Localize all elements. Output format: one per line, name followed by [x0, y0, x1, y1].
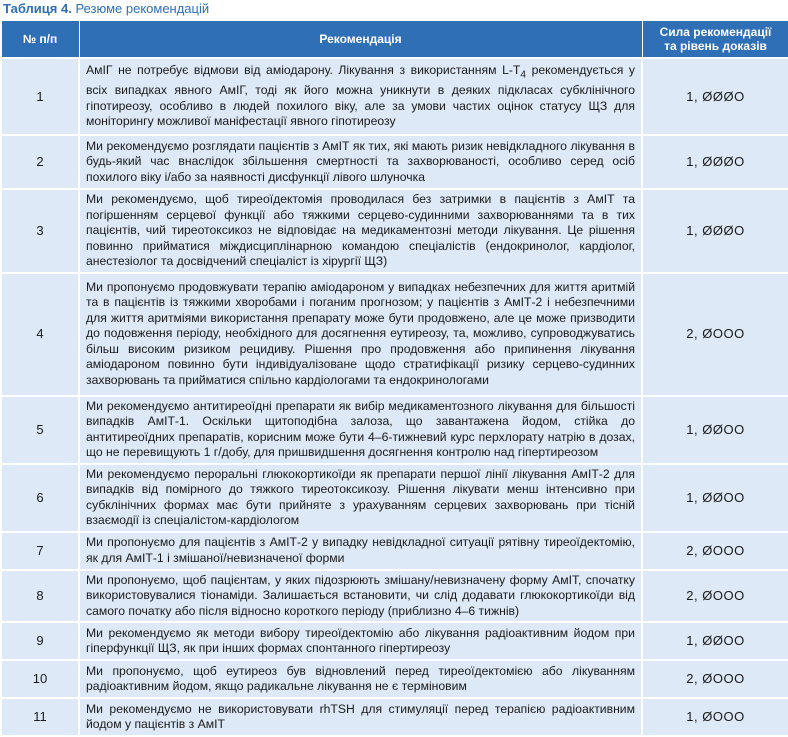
row-number: 2 [1, 135, 79, 189]
table-row [1, 660, 788, 698]
row-number: 6 [1, 464, 79, 532]
row-number: 3 [1, 189, 79, 273]
evidence-level: 1, ØØØO [642, 189, 788, 273]
recommendation-text-main: Ми пропонуємо для пацієнтів з АмІТ-2 у випадку невідкладної ситуації рятівну тиреоїдектомію, як для АмІТ-1 і змішаної/невизначеної форми [86, 535, 635, 565]
evidence-level: 2, ØOOO [642, 532, 788, 570]
recommendation-text-main: Ми рекомендуємо розглядати пацієнтів з АмІТ як тих, які мають ризик невідкладного лікування в будь-який час внаслідок збільшення смертності та захворюваності, особливо серед осіб похилого віку і/або за наявності дисфункції лівого шлуночка [86, 138, 635, 184]
evidence-level: 1, ØØØO [642, 135, 788, 189]
evidence-level: 2, ØOOO [642, 660, 788, 698]
recommendation-text-main: Ми рекомендуємо не використовувати rhTSH для стимуляції перед терапією радіоактивним йодом у пацієнтів з АмІТ [86, 701, 635, 731]
table-row [1, 273, 788, 396]
recommendation-text [79, 622, 642, 660]
recommendation-text-main: Ми рекомендуємо, щоб тиреоїдектомія проводилася без затримки в пацієнтів з АмІТ та погіршенням серцевої функції або тяжкими серцево-судинними захворюваннями та в тих пацієнтів, чий тиреотоксикоз не відповідає на медикаментозні методи лікування. Це рішення повинно прийматися міждисциплінарною командою спеціалістів (ендокринолог, кардіолог, анестезіолог та досвідчений спеціаліст із хірургії ЩЗ) [86, 192, 635, 268]
recommendation-text [79, 135, 642, 189]
evidence-level: 1, ØØOO [642, 622, 788, 660]
row-number: 1 [1, 58, 79, 135]
recommendation-text-main: Ми пропонуємо продовжувати терапію аміодароном у випадках небезпечних для життя аритмій та в пацієнтів із тяжкими хворобами і поганим прогнозом; у пацієнтів з АмІТ-2 і небезпечними для життя аритміями використання препарату може бути продовжено, але це може призводити до подовження періоду, необхідного для досягнення еутиреозу, та, можливо, супроводжуватись більш високим ризиком рецидиву. Рішення про продовження або припинення лікування аміодароном повинно бути індивідуалізоване щодо стратифікації ризику серцево-судинних захворювань та прийматися спільно кардіологами та ендокринологами [86, 279, 635, 387]
caption-title: Резюме рекомендацій [75, 1, 210, 16]
evidence-level: 2, ØOOO [642, 570, 788, 623]
row-number: 7 [1, 532, 79, 570]
recommendations-table [0, 20, 788, 737]
recommendation-text [79, 464, 642, 532]
row-number: 5 [1, 396, 79, 464]
recommendation-text-main: Ми рекомендуємо антитиреоїдні препарати як вибір медикаментозного лікування для більшості випадків АмІТ-1. Оскільки щитоподібна залоза, що завантажена йодом, стійка до антитиреоїдних препаратів, корисним може бути 4–6-тижневий курс перхлорату натрію в дозах, що не перевищують 1 г/добу, для пришвидшення досягнення контролю над гіпертиреозом [86, 398, 635, 459]
header-strength-line2: та рівень доказів [664, 39, 767, 53]
recommendation-text [79, 532, 642, 570]
table-row [1, 58, 788, 135]
recommendation-text-main: АмІГ не потребує відмови від аміодарону. Лікування з використанням L-T [86, 63, 521, 78]
recommendation-text-rest: рекомендується у всіх випадках явного АмІГ, тоді як його можна уникнути в деяких підкласах субклінічного гіпотиреозу, особливо в людей похилого віку, але за умови частих оцінок статусу ЩЗ для моніторингу можливої маніфестації явного гіпотиреозу [86, 63, 636, 129]
subscript: 4 [520, 69, 527, 81]
recommendation-text-main: Ми рекомендуємо як методи вибору тиреоїдектомію або лікування радіоактивним йодом при гіперфункції ЩЗ, як при інших формах спонтанного гіпертиреозу [86, 625, 635, 655]
header-recommendation: Рекомендація [79, 21, 642, 59]
header-strength-line1: Сила рекомендації [659, 25, 772, 39]
recommendation-text [79, 698, 642, 736]
row-number: 4 [1, 273, 79, 396]
recommendation-text [79, 396, 642, 464]
recommendation-text-main: Ми пропонуємо, щоб пацієнтам, у яких підозрюють змішану/невизначену форму АмІТ, спочатку використовувалися тіонаміди. Залишається встановити, чи слід додавати глюкокортикоїди від самого початку або після відносно короткого періоду (приблизно 4–6 тижнів) [86, 572, 635, 618]
header-num: № п/п [1, 21, 79, 59]
recommendation-text [79, 570, 642, 623]
evidence-level: 1, ØOOO [642, 698, 788, 736]
evidence-level: 1, ØØØO [642, 58, 788, 135]
table-header-row [1, 21, 788, 59]
table-row [1, 570, 788, 623]
evidence-level: 1, ØØOO [642, 396, 788, 464]
table-row [1, 135, 788, 189]
recommendation-text [79, 660, 642, 698]
table-caption [0, 0, 788, 20]
table-row [1, 189, 788, 273]
recommendation-text-main: Ми пропонуємо, щоб еутиреоз був відновлений перед тиреоїдектомією або лікуванням радіоактивним йодом, якщо радикальне лікування не є терміновим [86, 663, 635, 693]
recommendation-text-main: Ми рекомендуємо пероральні глюкокортикоїди як препарати першої лінії лікування АмІТ-2 для випадків від помірного до тяжкого тиреотоксикозу. Рішення лікувати менш інтенсивно при субклінічних формах має бути прийняте з урахуванням серцевих захворювань при тісній взаємодії із спеціалістом-кардіологом [86, 466, 635, 527]
recommendation-text [79, 58, 642, 135]
evidence-level: 1, ØØOO [642, 464, 788, 532]
table-row [1, 532, 788, 570]
table-row [1, 396, 788, 464]
table-row [1, 464, 788, 532]
recommendation-text [79, 273, 642, 396]
header-strength [642, 21, 788, 59]
table-row [1, 622, 788, 660]
row-number: 9 [1, 622, 79, 660]
row-number: 10 [1, 660, 79, 698]
row-number: 11 [1, 698, 79, 736]
row-number: 8 [1, 570, 79, 623]
caption-label: Таблиця 4. [3, 1, 72, 16]
table-row [1, 698, 788, 736]
evidence-level: 2, ØOOO [642, 273, 788, 396]
recommendation-text [79, 189, 642, 273]
